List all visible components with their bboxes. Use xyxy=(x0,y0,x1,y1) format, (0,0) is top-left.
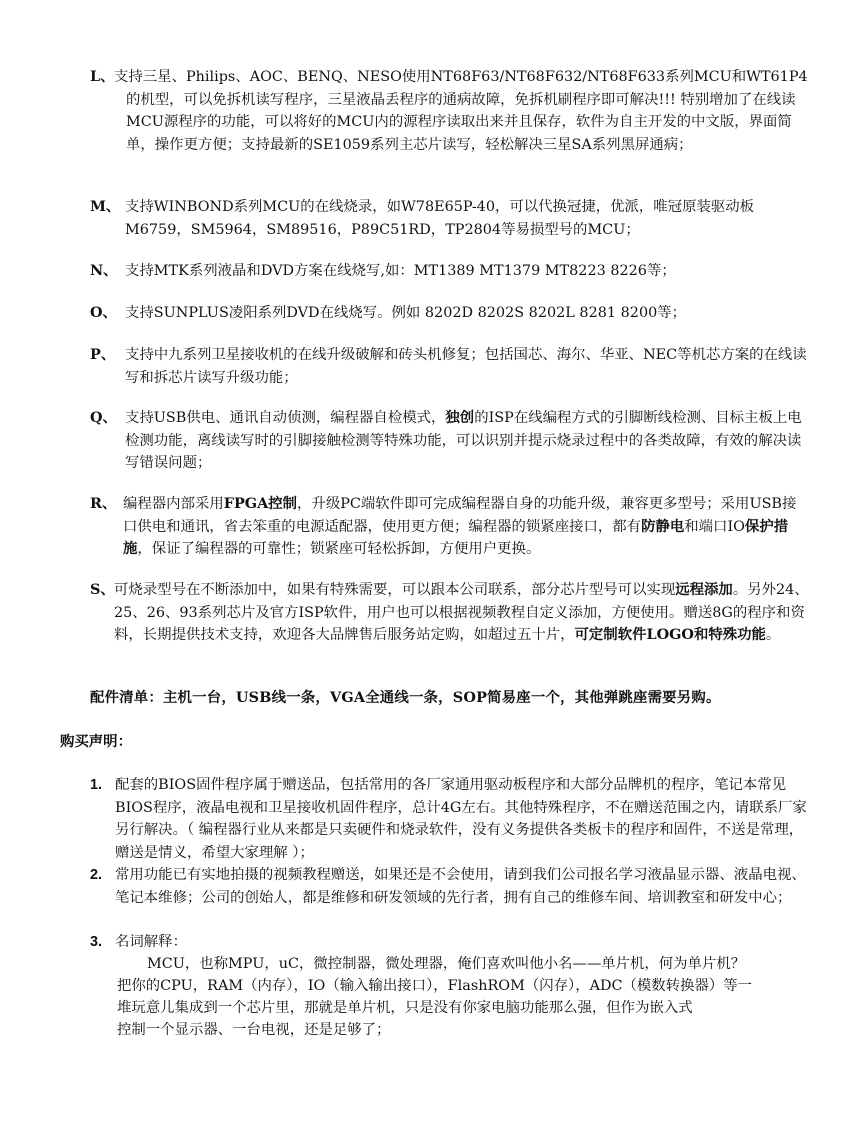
feature-marker: Q、 xyxy=(90,409,117,426)
purchase-heading: 购买声明： xyxy=(60,733,132,750)
feature-item-p xyxy=(90,344,810,389)
feature-marker: S、 xyxy=(90,581,115,598)
statement-number: 1. xyxy=(90,777,103,793)
feature-bold-text: 可定制软件LOGO和特殊功能 xyxy=(574,626,766,643)
feature-item-n xyxy=(90,260,810,283)
feature-text: 的ISP在线编程方式的引脚断线检测、目标主板上电检测功能，离线读写时的引脚接触检测等特殊功能，可以识别并提示烧录过程中的各类故障，有效的解决读写错误问题； xyxy=(125,410,802,471)
feature-bold-text: FPGA控制 xyxy=(223,495,298,512)
feature-text: 支持SUNPLUS凌阳系列DVD在线烧写。例如 8202D 8202S 8202L 8281 8200等； xyxy=(125,305,687,321)
feature-text: 支持MTK系列液晶和DVD方案在线烧写,如：MT1389 MT1379 MT8223 8226等； xyxy=(125,263,676,279)
statement-number: 2. xyxy=(90,867,103,883)
feature-text: 编程器内部采用 xyxy=(123,496,224,512)
feature-marker: P、 xyxy=(90,346,116,363)
statement-item-2 xyxy=(90,864,812,909)
feature-bold-text: 远程添加 xyxy=(675,581,733,598)
feature-item-l xyxy=(90,66,810,156)
feature-marker: N、 xyxy=(90,262,118,279)
statement-number: 3. xyxy=(90,934,103,950)
feature-bold-text: 保护措施 xyxy=(123,517,789,557)
feature-bold-text: 独创 xyxy=(445,409,475,426)
feature-text: 支持三星、Philips、AOC、BENQ、NESO使用NT68F63/NT68F632/NT68F633系列MCU和WT61P4的机型，可以免拆机读写程序，三星液晶丢程序的通病故障，免拆机刷程序即可解决!!! 特别增加了在线读MCU源程序的功能，可以将好的MCU内的源程序读取出来并且保存，软件为自主开发的中文版，界面简单，操作更方便；支持最新的SE1059系列主芯片读写，轻松解决三星SA系列黑屏通病； xyxy=(114,69,808,153)
definition-line: 把你的CPU，RAM（内存），IO（输入输出接口），FlashROM（闪存），ADC（模数转换器）等一 xyxy=(117,978,753,994)
statement-item-1 xyxy=(90,774,812,864)
statement-text: 常用功能已有实地拍摄的视频教程赠送，如果还是不会使用，请到我们公司报名学习液晶显示器、液晶电视、笔记本维修；公司的创始人，都是维修和研发领域的先行者，拥有自己的维修车间、培训教室和研发中心； xyxy=(115,867,806,906)
feature-text: 和端口IO xyxy=(684,518,745,535)
feature-item-o xyxy=(90,302,810,325)
feature-text: 。另外24、25、26、93系列芯片及官方ISP软件，用户也可以根据视频教程自定义添加，方便使用。赠送8G的程序和资料，长期提供技术支持，欢迎各大品牌售后服务站定购，如超过五十片， xyxy=(114,582,809,643)
feature-marker: L、 xyxy=(90,68,115,85)
feature-marker: R、 xyxy=(90,495,117,512)
packing-list: 配件清单：主机一台，USB线一条，VGA全通线一条，SOP简易座一个，其他弹跳座需要另购。 xyxy=(90,689,721,706)
statement-text: 配套的BIOS固件程序属于赠送品，包括常用的各厂家通用驱动板程序和大部分品牌机的程序，笔记本常见BIOS程序，液晶电视和卫星接收机固件程序，总计4G左右。其他特殊程序，不在赠送范围之内，请联系厂家另行解决。（ 编程器行业从来都是只卖硬件和烧录软件，没有义务提供各类板卡的程序和固件，不送是常理，赠送是情义，希望大家理解 ）； xyxy=(115,777,807,861)
feature-item-s xyxy=(90,579,812,647)
definition-line: MCU，也称MPU，uC，微控制器，微处理器，俺们喜欢叫他小名——单片机，何为单片机？ xyxy=(147,956,746,972)
feature-marker: M、 xyxy=(90,198,121,215)
feature-text: 。 xyxy=(765,627,781,643)
feature-item-r xyxy=(90,493,810,561)
feature-marker: O、 xyxy=(90,304,117,321)
feature-text: 支持USB供电、通讯自动侦测，编程器自检模式， xyxy=(125,410,446,426)
statement-item-3 xyxy=(90,931,812,954)
feature-text: 可烧录型号在不断添加中，如果有特殊需要，可以跟本公司联系，部分芯片型号可以实现 xyxy=(114,582,676,598)
feature-bold-text: 防静电 xyxy=(641,517,685,535)
feature-text: ，保证了编程器的可靠性；锁紧座可轻松拆卸，方便用户更换。 xyxy=(137,541,541,557)
definition-line: 堆玩意儿集成到一个芯片里，那就是单片机，只是没有你家电脑功能那么强，但作为嵌入式 xyxy=(117,1000,693,1016)
feature-text: 支持中九系列卫星接收机的在线升级破解和砖头机修复；包括国芯、海尔、华亚、NEC等机芯方案的在线读写和拆芯片读写升级功能； xyxy=(125,347,807,386)
feature-item-m xyxy=(90,196,810,241)
feature-text: ，升级PC端软件即可完成编程器自身的功能升级，兼容更多型号；采用USB接口供电和通讯，省去笨重的电源适配器，使用更方便；编程器的锁紧座接口，都有 xyxy=(123,496,797,535)
feature-item-q xyxy=(90,407,812,475)
definition-line: 控制一个显示器、一台电视，还是足够了； xyxy=(117,1022,391,1038)
statement-text: 名词解释： xyxy=(115,934,187,950)
feature-text: 支持WINBOND系列MCU的在线烧录，如W78E65P-40，可以代换冠捷，优派，唯冠原装驱动板M6759，SM5964，SM89516，P89C51RD，TP2804等易损型号的MCU； xyxy=(125,199,755,238)
